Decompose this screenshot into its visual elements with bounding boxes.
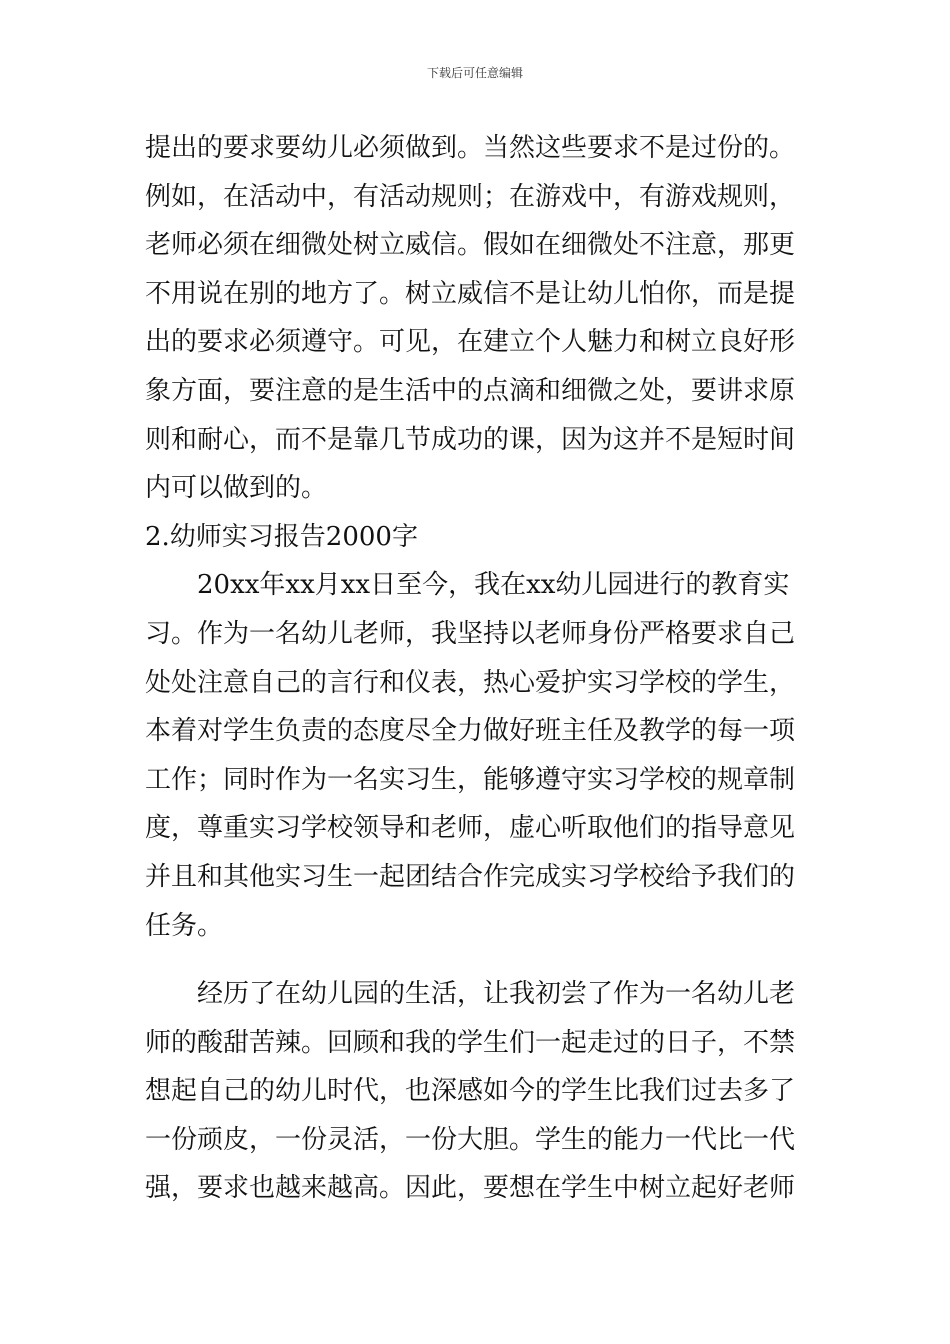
text-line: 处处注意自己的言行和仪表，热心爱护实习学校的学生， [145, 667, 796, 698]
text-line: 度，尊重实习学校领导和老师，虚心听取他们的指导意见 [145, 813, 796, 844]
text-line: 不用说在别的地方了。树立威信不是让幼儿怕你，而是提 [145, 278, 796, 309]
text-line: 并且和其他实习生一起团结合作完成实习学校给予我们的 [145, 861, 796, 892]
text-line: 师的酸甜苦辣。回顾和我的学生们一起走过的日子，不禁 [145, 1027, 796, 1058]
section-heading: 2.幼师实习报告2000字 [145, 521, 418, 552]
text-line: 例如，在活动中，有活动规则；在游戏中，有游戏规则， [145, 181, 796, 212]
text-line: 工作；同时作为一名实习生，能够遵守实习学校的规章制 [145, 764, 796, 795]
paragraph-2 [145, 561, 815, 950]
text-line: 象方面，要注意的是生活中的点滴和细微之处，要讲求原 [145, 375, 796, 406]
text-line: 出的要求必须遵守。可见，在建立个人魅力和树立良好形 [145, 327, 796, 358]
text-line: 则和耐心，而不是靠几节成功的课，因为这并不是短时间 [145, 424, 796, 455]
text-line: 提出的要求要幼儿必须做到。当然这些要求不是过份的。 [145, 133, 796, 163]
text-line: 本着对学生负责的态度尽全力做好班主任及教学的每一项 [145, 716, 796, 747]
paragraph-3 [145, 970, 815, 1213]
text-line: 强，要求也越来越高。因此，要想在学生中树立起好老师 [145, 1173, 796, 1204]
text-line: 老师必须在细微处树立威信。假如在细微处不注意，那更 [145, 230, 796, 261]
document-body [145, 124, 815, 1213]
text-line: 想起自己的幼儿时代，也深感如今的学生比我们过去多了 [145, 1076, 796, 1107]
text-line: 一份顽皮，一份灵活，一份大胆。学生的能力一代比一代 [145, 1124, 796, 1155]
paragraph-1 [145, 124, 815, 513]
text-line: 习。作为一名幼儿老师，我坚持以老师身份严格要求自己 [145, 618, 796, 649]
text-line: 20xx年xx月xx日至今，我在xx幼儿园进行的教育实 [197, 570, 790, 601]
paragraph-spacer [145, 950, 815, 970]
text-line: 内可以做到的。 [145, 473, 328, 504]
page-header: 下载后可任意编辑 [426, 66, 523, 80]
text-line: 任务。 [145, 910, 224, 941]
text-line: 经历了在幼儿园的生活，让我初尝了作为一名幼儿老 [197, 979, 796, 1010]
